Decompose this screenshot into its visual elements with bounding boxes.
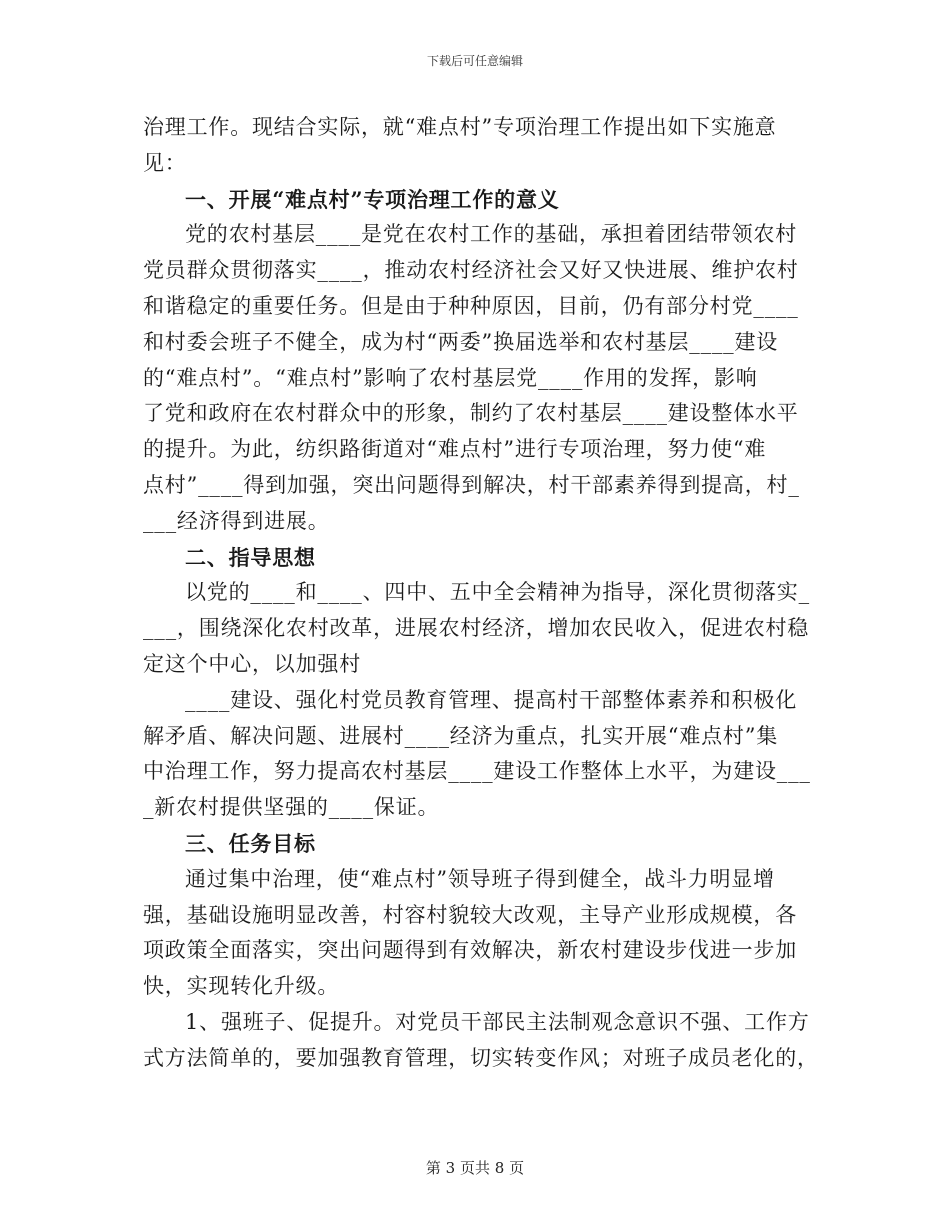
section-heading: 二、指导思想 [185,544,316,570]
page-header: 下载后可任意编辑 [426,54,523,68]
body-text-line: 的“难点村”。“难点村”影响了农村基层党____作用的发挥，影响 [143,365,758,390]
body-text-line: _新农村提供坚强的____保证。 [143,795,440,820]
body-text-line: 定这个中心，以加强村 [143,651,361,676]
body-text-line: 以党的____和____、四中、五中全会精神为指导，深化贯彻落实_ [185,580,810,605]
body-text-line: 中治理工作，努力提高农村基层____建设工作整体上水平，为建设___ [143,759,811,784]
body-text-line: 治理工作。现结合实际，就“难点村”专项治理工作提出如下实施意 [143,115,777,139]
section-heading: 三、任务目标 [185,830,316,856]
body-text-line: ___，围绕深化农村改革，进展农村经济，增加农民收入，促进农村稳 [143,616,810,641]
body-text-line: 解矛盾、解决问题、进展村____经济为重点，扎实开展“难点村”集 [143,723,779,748]
body-text-line: 和谐稳定的重要任务。但是由于种种原因，目前，仍有部分村党____ [143,293,799,318]
body-text-line: 通过集中治理，使“难点村”领导班子得到健全，战斗力明显增 [185,866,775,891]
section-heading: 一、开展“难点村”专项治理工作的意义 [185,186,560,212]
body-text-line: 党员群众贯彻落实____，推动农村经济社会又好又快进展、维护农村 [143,258,799,283]
body-text-line: 项政策全面落实，突出问题得到有效解决，新农村建设步伐进一步加 [143,938,797,963]
body-text-line: 快，实现转化升级。 [143,974,340,999]
body-text-line: ___经济得到进展。 [143,508,330,533]
body-text-line: 的提升。为此，纺织路街道对“难点村”进行专项治理，努力使“难 [143,437,767,462]
document-body [143,110,819,1077]
body-text-line: 和村委会班子不健全，成为村“两委”换届选举和农村基层____建设 [143,329,779,354]
body-text-line: 见： [143,150,187,175]
body-text-line: 强，基础设施明显改善，村容村貌较大改观，主导产业形成规模，各 [143,902,797,927]
body-text-line: 了党和政府在农村群众中的形象，制约了农村基层____建设整体水平 [143,401,799,426]
body-text-line: 1、强班子、促提升。对党员干部民主法制观念意识不强、工作方 [185,1009,810,1034]
body-text-line: 党的农村基层____是党在农村工作的基础，承担着团结带领农村 [185,222,797,247]
page-footer: 第 3 页共 8 页 [425,1159,525,1177]
body-text-line: ____建设、强化村党员教育管理、提高村干部整体素养和积极化 [185,687,797,712]
body-text-line: 点村”____得到加强，突出问题得到解决，村干部素养得到提高，村_ [143,472,800,497]
body-text-line: 式方法简单的，要加强教育管理，切实转变作风；对班子成员老化的， [143,1045,819,1070]
